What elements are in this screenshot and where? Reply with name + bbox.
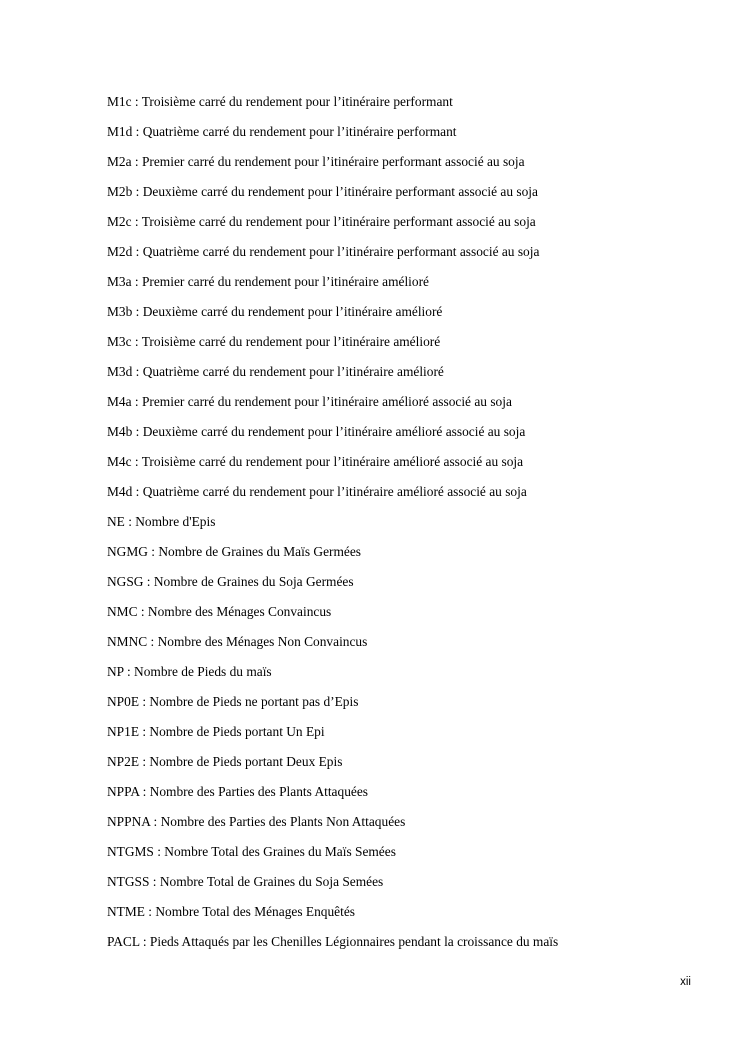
abbreviation-entry-ntgss: NTGSS : Nombre Total de Graines du Soja Semées bbox=[107, 874, 384, 889]
abbreviation-entry-m1c: M1c : Troisième carré du rendement pour l’itinéraire performant bbox=[107, 94, 453, 109]
abbreviation-entry-nmnc: NMNC : Nombre des Ménages Non Convaincus bbox=[107, 634, 368, 649]
abbreviation-entry-nmc: NMC : Nombre des Ménages Convaincus bbox=[107, 604, 332, 619]
abbreviation-entry-nppa: NPPA : Nombre des Parties des Plants Attaquées bbox=[107, 784, 368, 799]
abbreviation-entry-m2d: M2d : Quatrième carré du rendement pour l’itinéraire performant associé au soja bbox=[107, 244, 540, 259]
abbreviation-entry-ntme: NTME : Nombre Total des Ménages Enquêtés bbox=[107, 904, 355, 919]
abbreviation-entry-ngmg: NGMG : Nombre de Graines du Maïs Germées bbox=[107, 544, 361, 559]
abbreviation-entry-ntgms: NTGMS : Nombre Total des Graines du Maïs Semées bbox=[107, 844, 396, 859]
abbreviation-entry-ne: NE : Nombre d'Epis bbox=[107, 514, 216, 529]
abbreviation-entry-m3b: M3b : Deuxième carré du rendement pour l’itinéraire amélioré bbox=[107, 304, 443, 319]
abbreviation-entry-pacl: PACL : Pieds Attaqués par les Chenilles Légionnaires pendant la croissance du maïs bbox=[107, 934, 559, 949]
abbreviation-entry-nppna: NPPNA : Nombre des Parties des Plants Non Attaquées bbox=[107, 814, 406, 829]
abbreviation-entry-m2c: M2c : Troisième carré du rendement pour l’itinéraire performant associé au soja bbox=[107, 214, 536, 229]
abbreviation-entry-m4b: M4b : Deuxième carré du rendement pour l’itinéraire amélioré associé au soja bbox=[107, 424, 526, 439]
abbreviation-entry-ngsg: NGSG : Nombre de Graines du Soja Germées bbox=[107, 574, 354, 589]
abbreviation-entry-m3c: M3c : Troisième carré du rendement pour l’itinéraire amélioré bbox=[107, 334, 441, 349]
abbreviation-entry-m1d: M1d : Quatrième carré du rendement pour l’itinéraire performant bbox=[107, 124, 457, 139]
abbreviation-entry-m2a: M2a : Premier carré du rendement pour l’itinéraire performant associé au soja bbox=[107, 154, 525, 169]
abbreviation-entry-m3a: M3a : Premier carré du rendement pour l’itinéraire amélioré bbox=[107, 274, 429, 289]
abbreviation-list bbox=[107, 92, 727, 962]
abbreviation-entry-m2b: M2b : Deuxième carré du rendement pour l’itinéraire performant associé au soja bbox=[107, 184, 538, 199]
abbreviation-entry-m3d: M3d : Quatrième carré du rendement pour l’itinéraire amélioré bbox=[107, 364, 444, 379]
abbreviation-entry-np2e: NP2E : Nombre de Pieds portant Deux Epis bbox=[107, 754, 343, 769]
abbreviation-entry-m4a: M4a : Premier carré du rendement pour l’itinéraire amélioré associé au soja bbox=[107, 394, 512, 409]
abbreviation-entry-np1e: NP1E : Nombre de Pieds portant Un Epi bbox=[107, 724, 325, 739]
abbreviation-entry-np0e: NP0E : Nombre de Pieds ne portant pas d’Epis bbox=[107, 694, 359, 709]
abbreviation-entry-m4d: M4d : Quatrième carré du rendement pour l’itinéraire amélioré associé au soja bbox=[107, 484, 527, 499]
page-number: xii bbox=[680, 976, 691, 988]
abbreviation-entry-np: NP : Nombre de Pieds du maïs bbox=[107, 664, 272, 679]
abbreviation-entry-m4c: M4c : Troisième carré du rendement pour l’itinéraire amélioré associé au soja bbox=[107, 454, 524, 469]
